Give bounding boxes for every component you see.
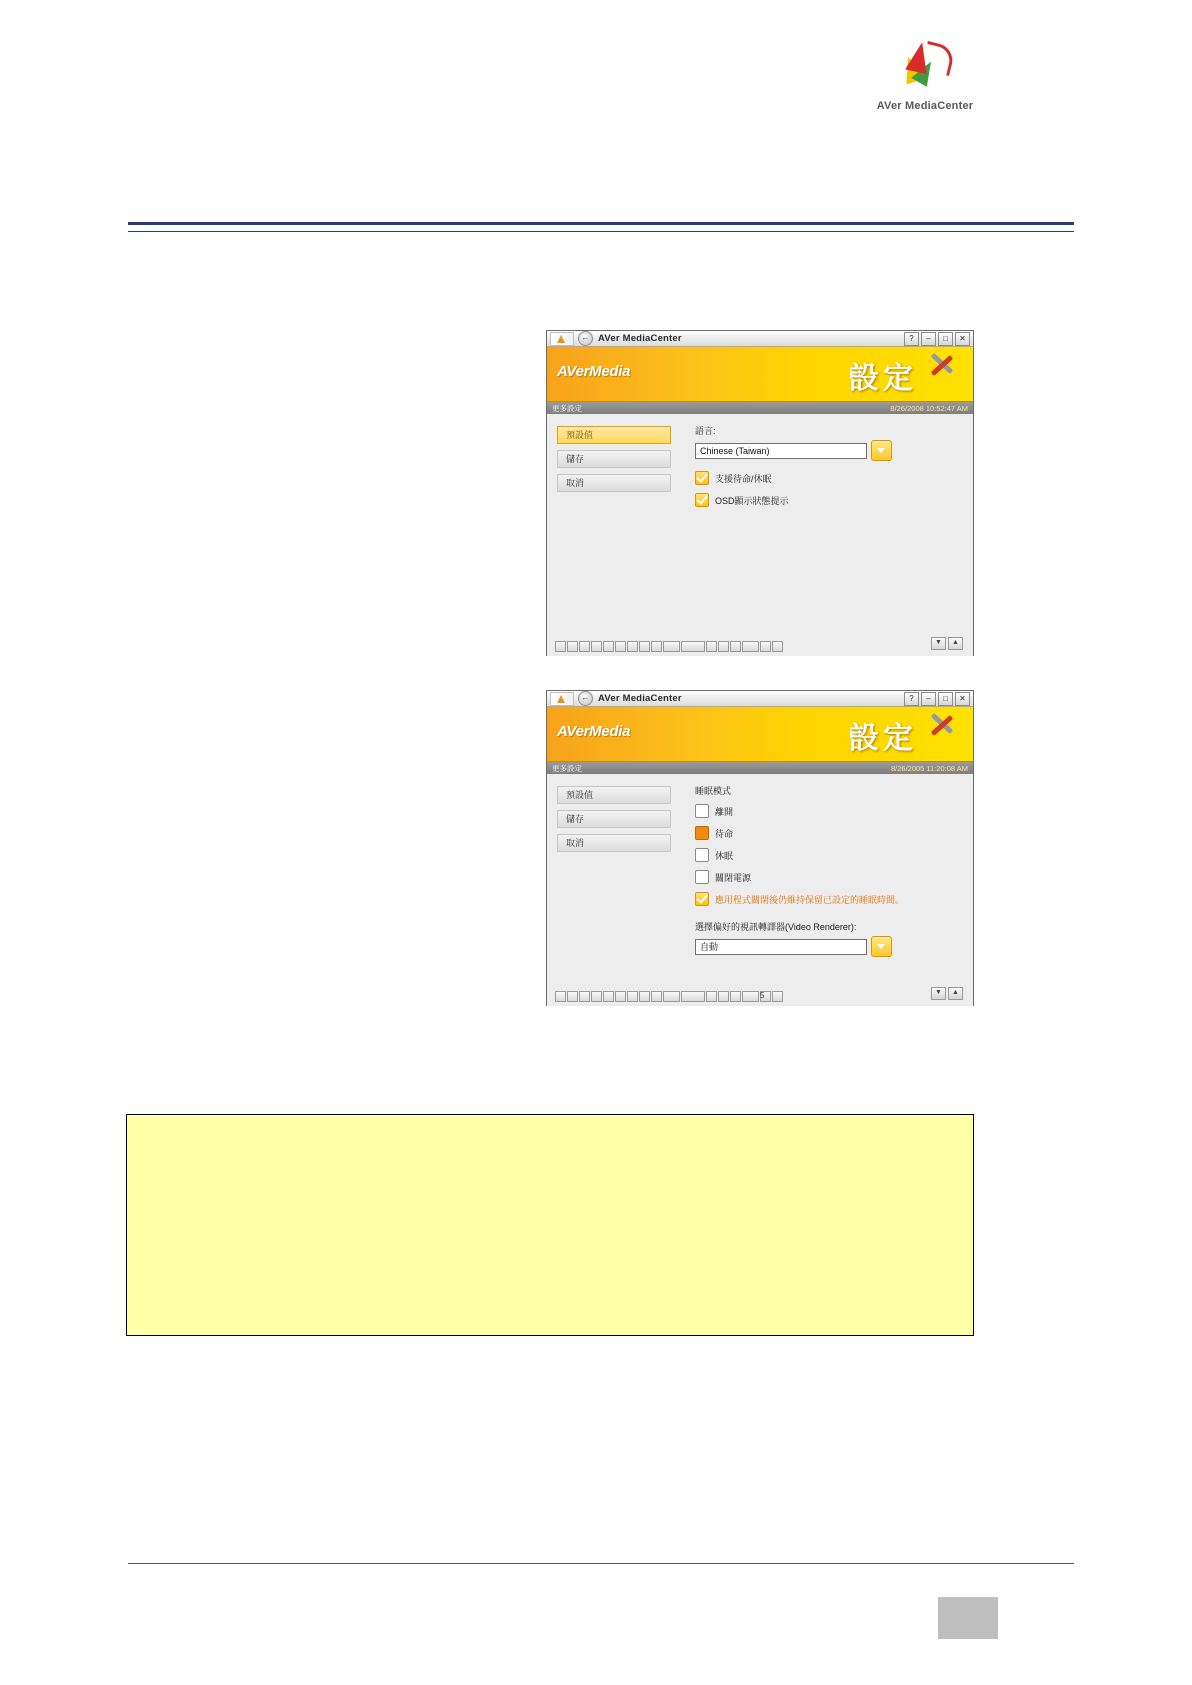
chevron-down-icon[interactable] [871,440,892,461]
close-button[interactable]: ✕ [955,332,970,346]
brand-logo-text: AVer MediaCenter [876,100,974,112]
header-rule-thin [128,231,1074,232]
header-rule-thick [128,222,1074,225]
sleep-option-leave-label: 離開 [715,806,734,817]
menu-item-cancel[interactable]: 取消 [557,834,671,852]
avermedia-logo-icon [894,40,956,96]
nav-pad [931,987,963,1000]
remote-key-strip [555,991,783,1002]
keep-sleep-time-checkbox[interactable] [695,892,709,906]
key-icon[interactable] [639,641,650,652]
window-body [547,774,973,1006]
window-subbar [547,762,973,774]
settings-language-window[interactable] [546,330,974,656]
window-titlebar [547,331,973,347]
back-arrow-icon[interactable]: ← [578,691,593,706]
video-renderer-label: 選擇偏好的視訊轉譯器(Video Renderer): [695,922,857,932]
brand-logo [860,40,990,120]
page-marker: 5 [760,991,765,1000]
app-banner [547,707,973,762]
back-arrow-icon[interactable]: ← [578,331,593,346]
video-renderer-combo-row [695,936,961,957]
key-icon[interactable] [591,991,602,1002]
key-icon[interactable] [681,991,705,1002]
banner-brand: AVerMedia [557,363,631,380]
keep-sleep-time-option[interactable] [695,892,961,906]
menu-item-cancel[interactable]: 取消 [557,474,671,492]
sleep-option-standby-label: 待命 [715,828,734,839]
key-icon[interactable] [615,641,626,652]
sleep-option-standby-checkbox[interactable] [695,826,709,840]
sleep-option-leave-checkbox[interactable] [695,804,709,818]
close-button[interactable]: ✕ [955,692,970,706]
app-banner [547,347,973,402]
key-icon[interactable] [742,641,759,652]
minimize-button[interactable]: – [921,692,936,706]
banner-title: 設定 [849,362,917,395]
note-box [126,1114,974,1336]
subbar-timestamp: 8/26/2008 10:52:47 AM [890,403,968,413]
key-icon[interactable] [706,991,717,1002]
avermedia-app-icon [550,692,574,706]
footer-rule [128,1563,1074,1564]
window-titlebar [547,691,973,707]
key-icon[interactable] [567,991,578,1002]
key-icon[interactable] [772,641,783,652]
window-controls [904,332,970,346]
key-icon[interactable] [663,641,680,652]
sleep-option-leave[interactable] [695,804,961,818]
key-icon[interactable] [603,991,614,1002]
osd-status-label: OSD顯示狀態提示 [715,495,789,506]
key-icon[interactable] [603,641,614,652]
language-combo-row [695,440,961,461]
key-icon[interactable] [627,991,638,1002]
key-icon[interactable] [772,991,783,1002]
tools-icon [923,357,963,393]
standby-hibernate-option[interactable] [695,471,961,485]
menu-item-save[interactable]: 儲存 [557,810,671,828]
sleep-option-hibernate-checkbox[interactable] [695,848,709,862]
scroll-up-button[interactable]: ▲ [948,637,963,650]
settings-content [695,784,961,967]
maximize-button[interactable]: □ [938,692,953,706]
sleep-mode-group-title: 睡眠模式 [695,786,732,796]
key-icon[interactable] [706,641,717,652]
page-number-box [938,1597,998,1639]
settings-menu [557,786,671,858]
scroll-down-button[interactable]: ▼ [931,637,946,650]
sleep-option-shutdown[interactable] [695,870,961,884]
subbar-timestamp: 8/26/2005 11:20:08 AM [890,763,968,773]
sleep-option-shutdown-checkbox[interactable] [695,870,709,884]
language-select[interactable]: Chinese (Taiwan) [695,443,867,459]
sleep-option-hibernate[interactable] [695,848,961,862]
sleep-option-shutdown-label: 關閉電源 [715,872,752,883]
key-icon[interactable] [742,991,759,1002]
key-icon[interactable] [651,641,662,652]
chevron-down-icon[interactable] [871,936,892,957]
help-button[interactable]: ? [904,692,919,706]
menu-item-save[interactable]: 儲存 [557,450,671,468]
key-icon[interactable] [591,641,602,652]
osd-status-option[interactable] [695,493,961,507]
menu-item-default[interactable]: 預設值 [557,786,671,804]
language-label: 語言: [695,426,716,436]
sleep-option-standby[interactable] [695,826,961,840]
window-subbar [547,402,973,414]
remote-key-strip [555,641,783,652]
menu-item-default[interactable]: 預設值 [557,426,671,444]
sleep-option-hibernate-label: 休眠 [715,850,734,861]
window-body [547,414,973,656]
window-title: AVer MediaCenter [598,693,682,704]
settings-content [695,424,961,515]
banner-title: 設定 [849,722,917,755]
key-icon[interactable] [681,641,705,652]
avermedia-app-icon [550,332,574,346]
standby-hibernate-checkbox[interactable] [695,471,709,485]
key-icon[interactable] [760,641,771,652]
minimize-button[interactable]: – [921,332,936,346]
keep-sleep-time-label: 應用程式關閉後仍維持保留已設定的睡眠時間。 [715,894,905,905]
key-icon[interactable] [730,641,741,652]
subbar-label: 更多設定 [552,403,582,413]
key-icon[interactable] [718,991,729,1002]
key-icon[interactable] [651,991,662,1002]
scroll-up-button[interactable]: ▲ [948,987,963,1000]
video-renderer-select[interactable]: 自動 [695,939,867,955]
key-icon[interactable] [730,991,741,1002]
key-icon[interactable] [555,991,566,1002]
key-icon[interactable] [555,641,566,652]
key-icon[interactable] [579,991,590,1002]
key-icon[interactable] [639,991,650,1002]
window-title: AVer MediaCenter [598,333,682,344]
osd-status-checkbox[interactable] [695,493,709,507]
settings-power-window[interactable] [546,690,974,1006]
key-icon[interactable] [567,641,578,652]
key-icon[interactable] [615,991,626,1002]
scroll-down-button[interactable]: ▼ [931,987,946,1000]
window-controls [904,692,970,706]
key-icon[interactable] [663,991,680,1002]
nav-pad [931,637,963,650]
banner-brand: AVerMedia [557,723,631,740]
help-button[interactable]: ? [904,332,919,346]
key-icon[interactable] [627,641,638,652]
key-icon[interactable] [718,641,729,652]
tools-icon [923,717,963,753]
subbar-label: 更多設定 [552,763,582,773]
settings-menu [557,426,671,498]
key-icon[interactable] [579,641,590,652]
maximize-button[interactable]: □ [938,332,953,346]
standby-hibernate-label: 支援待命/休眠 [715,473,772,484]
